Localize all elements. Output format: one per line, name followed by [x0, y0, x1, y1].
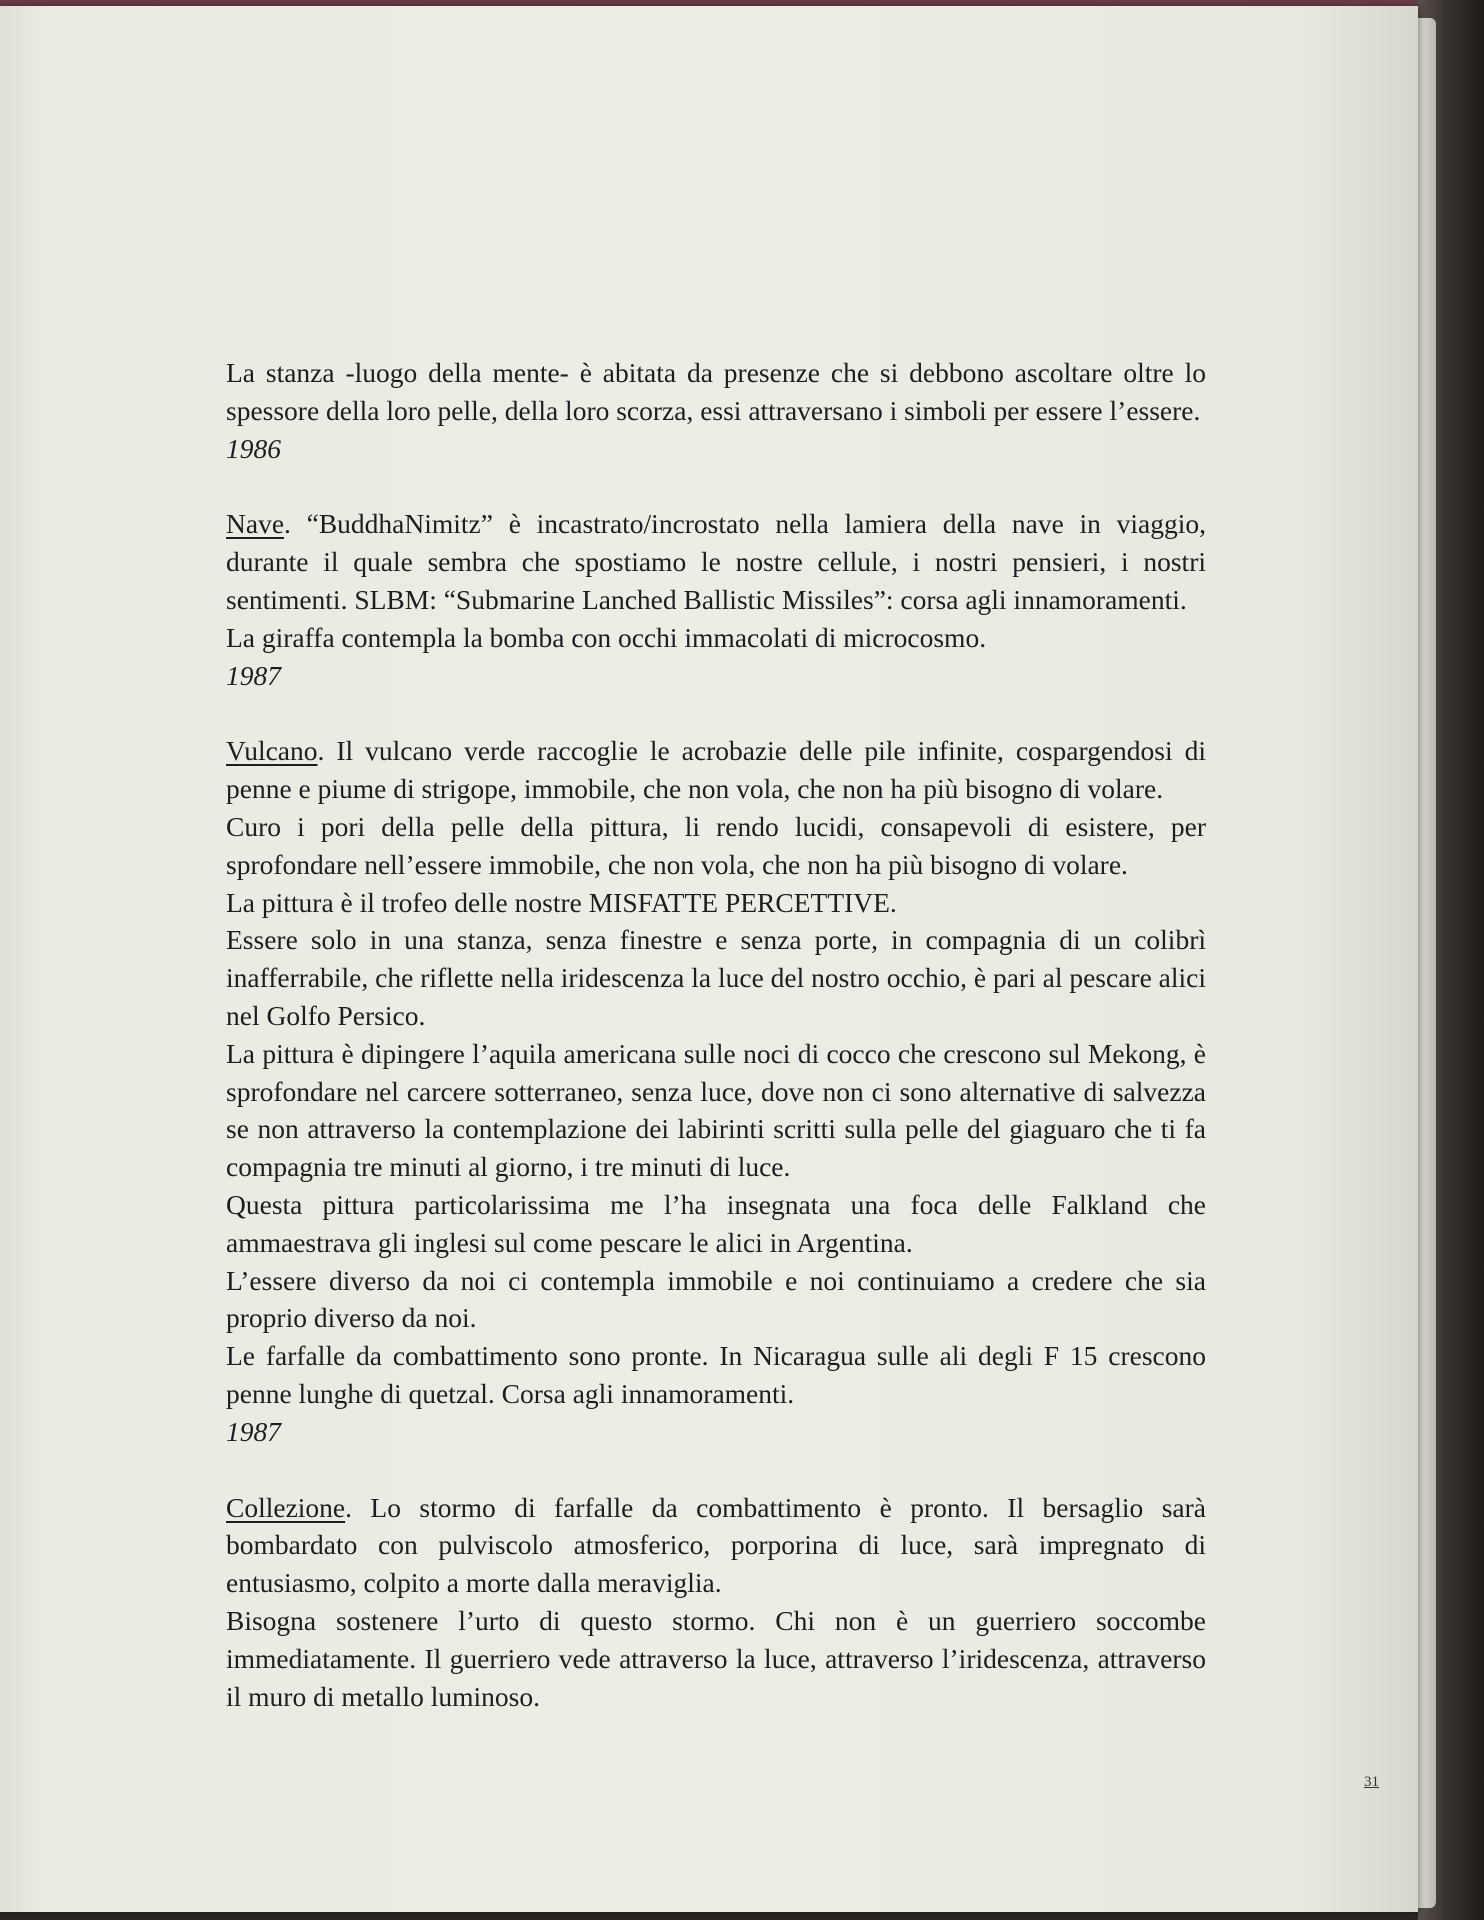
paragraph: L’essere diverso da noi ci contempla immobile e noi continuiamo a credere che sia proprio diverso da noi. [226, 1264, 1206, 1334]
page-number: 31 [1364, 1774, 1379, 1790]
paragraph: La giraffa contempla la bomba con occhi immacolati di microcosmo. [226, 621, 987, 653]
page-text [226, 354, 1206, 1715]
paragraph: Questa pittura particolarissima me l’ha insegnata una foca delle Falkland che ammaestrava gli inglesi sul come pescare le alici in Argentina. [226, 1188, 1206, 1258]
paragraph: Bisogna sostenere l’urto di questo stormo. Chi non è un guerriero soccombe immediatamente. Il guerriero vede attraverso la luce, attraverso l’iridescenza, attraverso il muro di metallo luminoso. [226, 1604, 1206, 1712]
paragraph: Essere solo in una stanza, senza finestre e senza porte, in compagnia di un colibrì inafferrabile, che riflette nella iridescenza la luce del nostro occhio, è pari al pescare alici nel Golfo Persico. [226, 924, 1206, 1031]
section-collezione [226, 1489, 1206, 1716]
section-heading-nave: Nave [226, 508, 285, 540]
year-label: 1987 [226, 659, 281, 691]
year-label: 1986 [226, 432, 281, 464]
paragraph-body: . Lo stormo di farfalle da combattimento è pronto. Il bersaglio sarà bombardato con pulviscolo atmosferico, porporina di luce, sarà impregnato di entusiasmo, colpito a morte dalla meraviglia. [226, 1491, 1206, 1599]
section-heading-vulcano: Vulcano [226, 735, 318, 767]
paragraph [226, 505, 1206, 618]
book-page [0, 6, 1418, 1912]
paragraph: La pittura è dipingere l’aquila americana sulle noci di cocco che crescono sul Mekong, è sprofondare nel carcere sotterraneo, senza luce, dove non ci sono alternative di salvezza se non attraverso la contemplazione dei labirinti scritti sulla pelle del giaguaro che ti fa compagnia tre minuti al giorno, i tre minuti di luce. [226, 1037, 1206, 1183]
section-nave [226, 505, 1206, 694]
paragraph: La pittura è il trofeo delle nostre MISFATTE PERCETTIVE. [226, 886, 897, 918]
paragraph: Le farfalle da combattimento sono pronte. In Nicaragua sulle ali degli F 15 crescono penne lunghe di quetzal. Corsa agli innamoramenti. [226, 1340, 1206, 1409]
paragraph-body: . “BuddhaNimitz” è incastrato/incrostato nella lamiera della nave in viaggio, durante il quale sembra che spostiamo le nostre cellule, i nostri pensieri, i nostri sentimenti. SLBM: “Submarine Lanched Ballistic Missiles”: corsa agli innamoramenti. [226, 508, 1206, 615]
year-label: 1987 [226, 1415, 281, 1447]
paragraph [226, 1489, 1206, 1602]
paragraph: Curo i pori della pelle della pittura, li rendo lucidi, consapevoli di esistere, per sprofondare nell’essere immobile, che non vola, che non ha più bisogno di volare. [226, 810, 1206, 880]
section-stanza [226, 354, 1206, 467]
paragraph: La stanza -luogo della mente- è abitata da presenze che si debbono ascoltare oltre lo spessore della loro pelle, della loro scorza, essi attraversano i simboli per essere l’essere. [226, 357, 1206, 426]
paragraph [226, 732, 1206, 808]
section-vulcano [226, 732, 1206, 1450]
paragraph-body: . Il vulcano verde raccoglie le acrobazie delle pile infinite, cospargendosi di penne e piume di strigope, immobile, che non vola, che non ha più bisogno di volare. [226, 735, 1206, 805]
section-heading-collezione: Collezione [226, 1491, 346, 1523]
